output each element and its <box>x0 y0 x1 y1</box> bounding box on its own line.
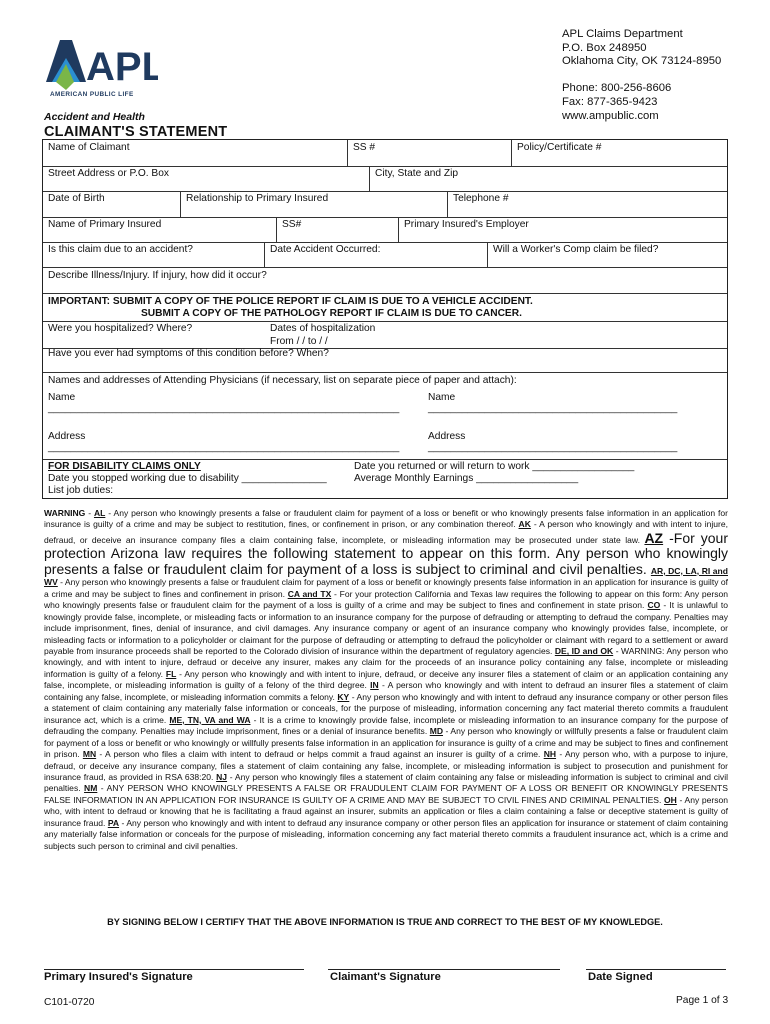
co-text: - It is unlawful to knowingly provide false, incomplete, or misleading facts or information to an insurance company for the purpose of defrauding or attempting to defraud the company. Penalties may include imprisonment, fines, denial of insurance, and civil damages. Any insurance company or agent of an insurance company who knowingly provides false, incomplete, or misleading facts or information to a policyholder or claimant for the purpose of defrauding or attempting to defraud the policyholder or claimant with regard to a settlement or award payable from insurance proceeds shall be reported to the Colorado division of insurance within the department of regulatory agencies. <box>44 600 728 656</box>
logo-subtext: AMERICAN PUBLIC LIFE <box>50 91 134 98</box>
ak-text: - A person who knowingly and with intent to injure, defraud, or deceive an insurance company files a claim containing false, incomplete, or misleading information may be prosecuted under state law. <box>44 519 729 545</box>
employer-label: Primary Insured's Employer <box>404 219 529 230</box>
physician-address-line-1[interactable]: ______________________________________________________________ <box>48 442 400 453</box>
row-claimant <box>43 140 727 167</box>
workers-comp-label: Will a Worker's Comp claim be filed? <box>493 244 659 255</box>
policy-field[interactable] <box>511 140 602 166</box>
state-code-nj: NJ <box>216 771 228 782</box>
al-text: - Any person who knowingly presents a false or fraudulent claim for payment of a loss or benefit or who knowingly presents false information in an application for insurance is guilty of a crime and may be subject to restitution, fines, or confinement in prison, or any combination thereof. <box>44 508 728 530</box>
state-code-nh: NH <box>543 749 557 760</box>
city-label: City, State and Zip <box>375 168 459 179</box>
state-code-oh: OH <box>664 794 677 805</box>
ky-text: - Any person who knowingly and with intent to defraud any insurance company or other person files a statement of claim containing any materially false information or conceals, for the purpose of misleading, information concerning any fact material thereto commits a fraudulent insurance act, which is a crime. <box>44 691 728 725</box>
physician-address-label-2: Address <box>428 431 466 442</box>
state-code-ar: AR, DC, LA, RI and WV <box>44 565 728 588</box>
row-hospital <box>43 321 727 349</box>
state-code-de: DE, ID and OK <box>554 645 614 656</box>
primary-signature-line[interactable] <box>44 969 304 970</box>
state-code-ak: AK <box>518 519 531 530</box>
ss-field[interactable] <box>347 140 376 166</box>
pa-text: - Any person who knowingly and with intent to defraud any insurance company or other person files an application for insurance or statement of claim containing any materially false information or conceals for the purpose of misleading, information concerning any fact material thereto commits a fraudulent insurance act, which is a crime and subjects such person to criminal and civil penalties. <box>44 817 729 851</box>
row-physicians <box>43 372 727 460</box>
job-duties-field[interactable]: List job duties: <box>48 485 114 496</box>
ss2-field[interactable] <box>276 217 302 242</box>
warning-label: WARNING <box>44 508 86 518</box>
oh-text: - Any person who, with intent to defraud or knowing that he is facilitating a fraud against an insurer, submits an application or files a claim containing a false or deceptive statement is guilty of insurance fraud. <box>44 794 728 828</box>
dob-label: Date of Birth <box>48 193 105 204</box>
date-accident-label: Date Accident Occurred: <box>270 244 381 255</box>
nm-text: - ANY PERSON WHO KNOWINGLY PRESENTS A FALSE OR FRAUDULENT CLAIM FOR PAYMENT OF A LOSS OR BENEFIT OR KNOWINGLY PRESENTS FALSE INFORMATION IN AN APPLICATION FOR INSURANCE IS GUILTY OF A CRIME AND MAY BE SUBJECT TO CIVIL FINES AND CRIMINAL PENALTIES. <box>44 783 728 805</box>
physician-address-line-2[interactable]: ____________________________________________ <box>428 442 678 453</box>
row-primary <box>43 217 727 243</box>
claimant-signature-line[interactable] <box>328 969 560 970</box>
nj-text: - Any person who knowingly files a statement of claim containing any false or misleading information is subject to criminal and civil penalties. <box>44 771 729 794</box>
symptoms-label: Have you ever had symptoms of this condition before? When? <box>48 348 329 359</box>
claimant-signature-label: Claimant's Signature <box>330 971 441 983</box>
from-to-label: From / / to / / <box>270 336 328 347</box>
row-disability <box>43 459 727 499</box>
company-address: APL Claims Department P.O. Box 248950 Oklahoma City, OK 73124-8950 Phone: 800-256-8606 Fax: 877-365-9423 www.ampublic.com <box>562 28 722 122</box>
row-address <box>43 166 727 192</box>
describe-label: Describe Illness/Injury. If injury, how did it occur? <box>48 270 267 281</box>
form-title: CLAIMANT'S STATEMENT <box>44 124 228 140</box>
state-code-mn: MN <box>82 749 97 760</box>
relationship-field[interactable] <box>180 191 329 217</box>
page-number: Page 1 of 3 <box>676 995 729 1006</box>
ar-text: - Any person who knowingly presents a false or fraudulent claim for payment of a loss or benefit or knowingly presents false information in an application for insurance is guilty of a crime and may be subject to fines and confinement in prison. <box>44 577 728 599</box>
ss-label: SS # <box>353 142 376 153</box>
state-code-az: AZ <box>644 529 664 546</box>
employer-field[interactable] <box>398 217 529 242</box>
monthly-earnings-field[interactable]: Average Monthly Earnings __________________ <box>354 473 579 484</box>
date-signed-line[interactable] <box>586 969 726 970</box>
physician-name-label-1: Name <box>48 392 76 403</box>
form-code: C101-0720 <box>44 997 95 1008</box>
physicians-label: Names and addresses of Attending Physicians (if necessary, list on separate piece of paper and attach): <box>48 375 517 386</box>
nh-text: - Any person who, with a purpose to injure, defraud, or deceive any insurance company, files a statement of claim containing any false, incomplete, or misleading information is subject to prosecution and punishment for insurance fraud, as provided in RSA 638:20. <box>44 749 729 782</box>
row-dob <box>43 191 727 218</box>
important-notice-1: IMPORTANT: SUBMIT A COPY OF THE POLICE REPORT IF CLAIM IS DUE TO A VEHICLE ACCIDENT. <box>48 296 533 307</box>
important-notice-2: SUBMIT A COPY OF THE PATHOLOGY REPORT IF CLAIM IS DUE TO CANCER. <box>141 308 522 319</box>
state-code-fl: FL <box>165 668 177 679</box>
physician-name-line-2[interactable]: ____________________________________________ <box>428 403 678 414</box>
state-code-ca: CA and TX <box>287 588 332 599</box>
form-section-label: Accident and Health <box>44 111 145 123</box>
apl-logo-mark <box>46 40 158 100</box>
hospitalized-label: Were you hospitalized? Where? <box>48 323 193 334</box>
me-text: - It is a crime to knowingly provide false, incomplete or misleading information to an insurance company for the purpose of defrauding the company. Penalties may include imprisonment, fines or a denial of insurance benefits. <box>44 714 728 737</box>
state-code-md: MD <box>429 726 444 737</box>
state-code-me: ME, TN, VA and WA <box>169 714 251 725</box>
fraud-warning-text: WARNING - AL - Any person who knowingly presents a false or fraudulent claim for payment of a loss or benefit or who knowingly presents false information in an application for insurance is guilty of a crime and may be subject to restitution, fines, or confinement in prison, or any combination thereof. AK - A person who knowingly and with intent to injure, defraud, or deceive an insurance company files a claim containing false, incomplete, or misleading information may be prosecuted under state law. AZ -For your protection Arizona law requires the following statement to appear on this form. Any person who knowingly presents a false or fraudulent claim for payment of a loss is subject to criminal and civil penalties. AR, DC, LA, RI and WV - Any person who knowingly presents a false or fraudulent claim for payment of a loss or benefit or knowingly presents false information in an application for insurance is guilty of a crime and may be subject to fines and confinement in prison. CA and TX - For your protection California and Texas law requires the following to appear on this form: Any person who knowingly presents false or fraudulent claim for the payment of a loss is guilty of a crime and may be subject to fines and confinement in state prison. CO - It is unlawful to knowingly provide false, incomplete, or misleading facts or information to an insurance company for the purpose of defrauding or attempting to defraud the company. Penalties may include imprisonment, fines, denial of insurance, and civil damages. Any insurance company or agent of an insurance company who knowingly provides false, incomplete, or misleading facts or information to a policyholder or claimant for the purpose of defrauding or attempting to defraud the policyholder or claimant with regard to a settlement or award payable from insurance proceeds shall be reported to the Colorado division of insurance within the department of regulatory agencies. DE, ID and OK - WARNING: Any person who knowingly, and with intent to injure, defraud or deceive any insurer, makes any claim for the proceeds of an insurance policy containing any false, incomplete or misleading information is guilty of a felony. FL - Any person who knowingly and with intent to injure, defraud, or deceive any insurer files a statement of claim or an application containing any false, incomplete, or misleading information is guilty of a felony of the third degree. IN - A person who knowingly and with intent to defraud an insurer files a statement of claim containing any false, incomplete, or misleading information commits a felony. KY - Any person who knowingly and with intent to defraud any insurance company or other person files a statement of claim containing any materially false information or conceals, for the purpose of misleading, information concerning any fact material thereto commits a fraudulent insurance act, which is a crime. ME, TN, VA and WA - It is a crime to knowingly provide false, incomplete or misleading information to an insurance company for the purpose of defrauding the company. Penalties may include imprisonment, fines or a denial of insurance benefits. MD - Any person who knowingly or willfully presents a false or fraudulent claim for payment of a loss or benefit or who knowingly or willfully presents false information in an application for insurance is guilty of a crime and may be subject to fines and confinement in prison. MN - A person who files a claim with intent to defraud or helps commit a fraud against an insurer is guilty of a crime. NH - Any person who, with a purpose to injure, defraud, or deceive any insurance company, files a statement of claim containing any false, incomplete, or misleading information is subject to prosecution and punishment for insurance fraud, as provided in RSA 638:20. NJ - Any person who knowingly files a statement of claim containing any false or misleading information is subject to criminal and civil penalties. NM - ANY PERSON WHO KNOWINGLY PRESENTS A FALSE OR FRAUDULENT CLAIM FOR PAYMENT OF A LOSS OR BENEFIT OR KNOWINGLY PRESENTS FALSE INFORMATION IN AN APPLICATION FOR INSURANCE IS GUILTY OF A CRIME AND MAY BE SUBJECT TO CIVIL FINES AND CRIMINAL PENALTIES. OH - Any person who, with intent to defraud or knowing that he is facilitating a fraud against an insurer, submits an application or files a claim containing a false or deceptive statement is guilty of insurance fraud. PA - Any person who knowingly and with intent to defraud any insurance company or other person files an application for insurance or statement of claim containing any materially false information or conceals for the purpose of misleading, information concerning any fact material thereto commits a fraudulent insurance act, which is a crime and subjects such person to criminal and civil penalties. <box>44 508 729 851</box>
state-code-in: IN <box>370 680 379 691</box>
fl-text: - Any person who knowingly and with intent to injure, defraud, or deceive any insurer files a statement of claim or an application containing any false, incomplete, or misleading information is guilty of a felony of the third degree. <box>44 668 728 691</box>
logo-text: APL <box>86 45 158 89</box>
state-code-al: AL <box>93 508 106 518</box>
telephone-field[interactable] <box>447 191 509 217</box>
return-date-field[interactable]: Date you returned or will return to work __________________ <box>354 461 635 472</box>
stopped-working-field[interactable]: Date you stopped working due to disability _______________ <box>48 473 327 484</box>
row-symptoms[interactable] <box>43 347 727 373</box>
physician-name-line-1[interactable]: ______________________________________________________________ <box>48 403 400 414</box>
ca-text: - For your protection California and Texas law requires the following to appear on this form: Any person who knowingly presents false or fraudulent claim for the payment of a loss is guilty of a crime and may be subject to fines and confinement in state prison. <box>44 588 728 611</box>
disability-heading: FOR DISABILITY CLAIMS ONLY <box>48 461 201 472</box>
primary-signature-label: Primary Insured's Signature <box>44 971 193 983</box>
dates-hosp-label: Dates of hospitalization <box>270 323 376 334</box>
mn-text: - A person who files a claim with intent to defraud or helps commit a fraud against an insurer is guilty of a crime. <box>96 749 544 760</box>
physician-address-label-1: Address <box>48 431 86 442</box>
state-code-nm: NM <box>84 783 98 794</box>
relationship-label: Relationship to Primary Insured <box>186 193 329 204</box>
in-text: - A person who knowingly and with intent to defraud an insurer files a statement of claim containing any false, incomplete, or misleading information commits a felony. <box>44 680 728 702</box>
policy-label: Policy/Certificate # <box>517 142 602 153</box>
date-signed-label: Date Signed <box>588 971 653 983</box>
street-label: Street Address or P.O. Box <box>48 168 169 179</box>
state-code-ky: KY <box>337 691 350 702</box>
ss2-label: SS# <box>282 219 302 230</box>
name-of-claimant-label: Name of Claimant <box>48 142 130 153</box>
workers-comp-field[interactable] <box>487 242 659 267</box>
row-describe[interactable] <box>43 267 727 294</box>
md-text: - Any person who knowingly or willfully presents a false or fraudulent claim for payment of a loss or benefit or who knowingly or willfully presents false information in an application for insurance is guilty of a crime and may be subject to fines and confinement in prison. <box>44 726 728 760</box>
state-code-pa: PA <box>107 817 120 828</box>
claim-form <box>42 139 728 499</box>
row-accident <box>43 242 727 268</box>
az-text: -For your protection Arizona law requires the following statement to appear on this form. Any person who knowingly presents a false or fraudulent claim for payment of a loss is subject to criminal and civil penalties. <box>44 529 728 577</box>
city-field[interactable] <box>369 166 459 191</box>
date-accident-field[interactable] <box>264 242 381 267</box>
physician-name-label-2: Name <box>428 392 456 403</box>
de-text: - WARNING: Any person who knowingly, and with intent to injure, defraud or deceive any insurer, makes any claim for the proceeds of an insurance policy containing any false, incomplete or misleading information is guilty of a felony. <box>44 645 728 679</box>
primary-name-label: Name of Primary Insured <box>48 219 162 230</box>
state-code-co: CO <box>647 600 661 611</box>
certification-statement: BY SIGNING BELOW I CERTIFY THAT THE ABOVE INFORMATION IS TRUE AND CORRECT TO THE BEST OF MY KNOWLEDGE. <box>107 917 663 927</box>
apl-logo <box>46 40 158 100</box>
accident-question-label: Is this claim due to an accident? <box>48 244 193 255</box>
telephone-label: Telephone # <box>453 193 509 204</box>
